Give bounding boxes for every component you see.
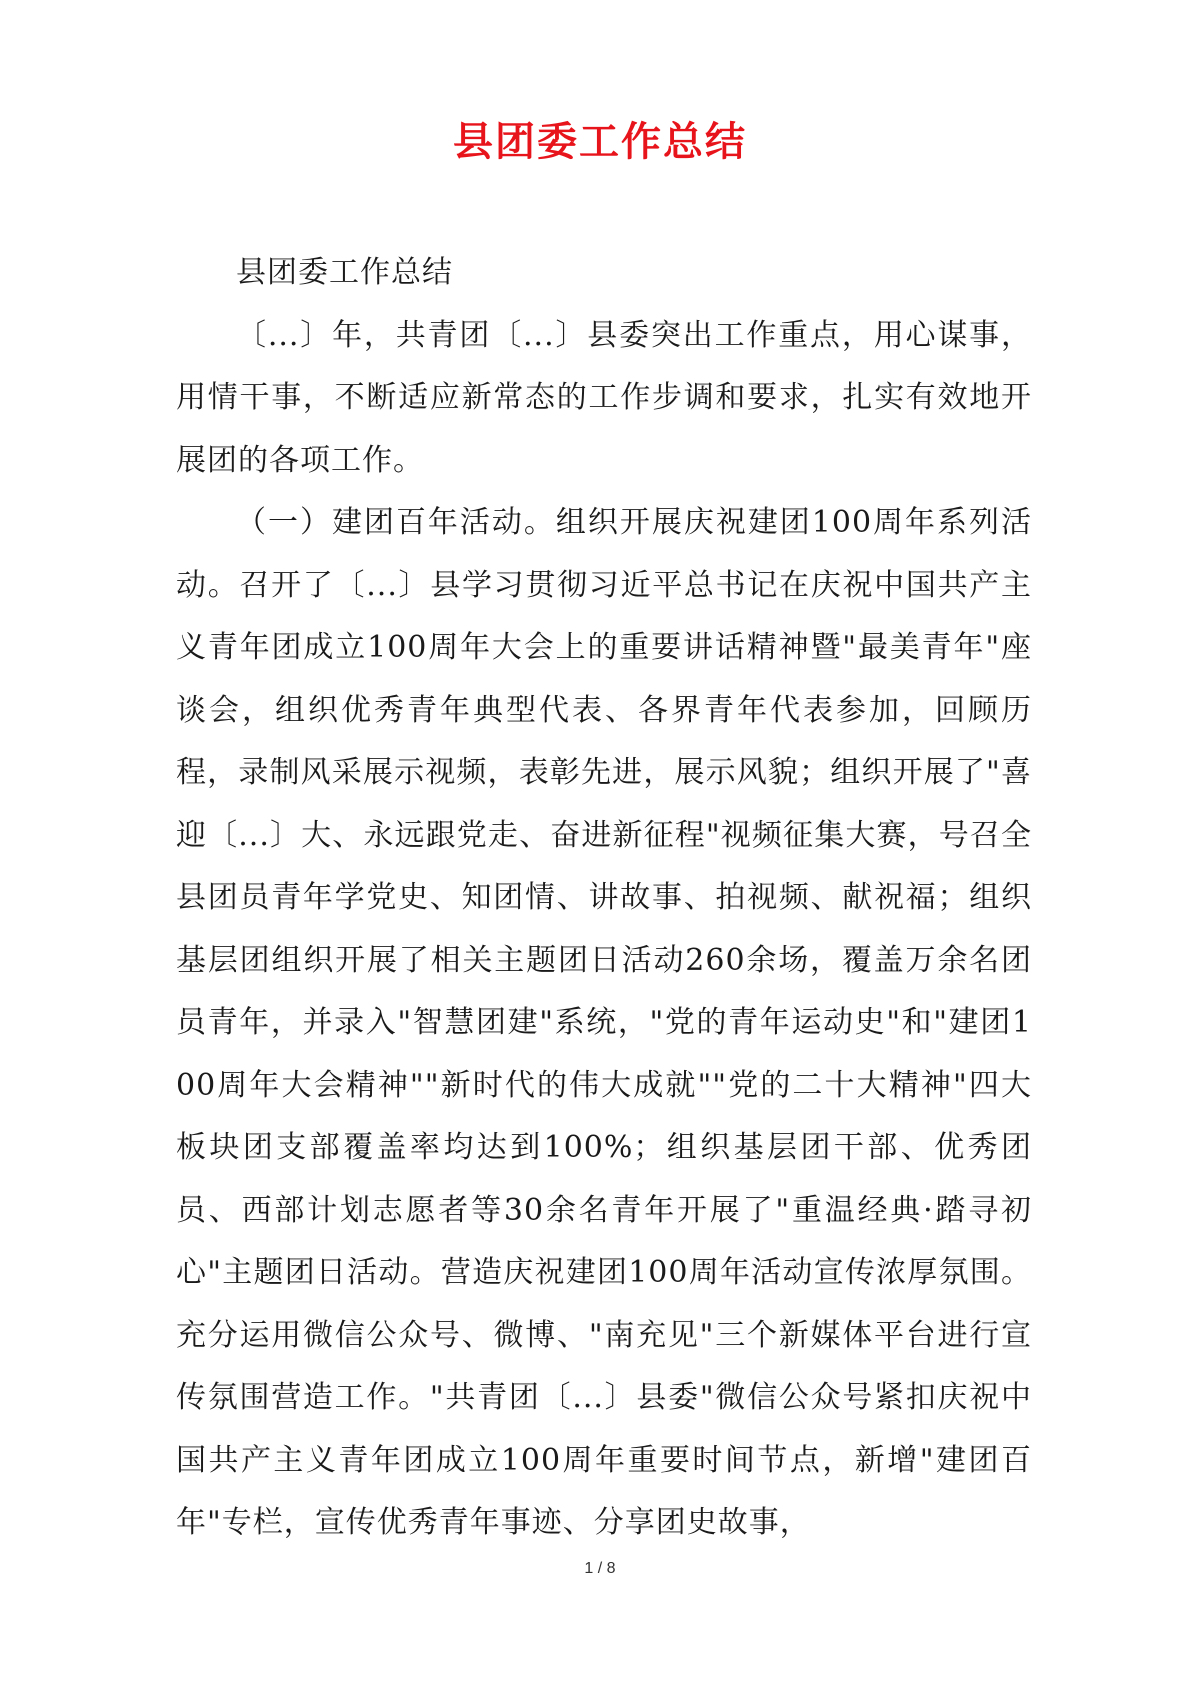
document-body [176,242,1032,1555]
document-title: 县团委工作总结 [453,118,747,165]
page-number: 1 / 8 [584,1560,616,1577]
paragraph: 县团委工作总结 [236,255,453,290]
paragraph: 〔...〕年，共青团〔...〕县委突出工作重点，用心谋事，用情干事，不断适应新常态的工作步调和要求，扎实有效地开展团的各项工作。 [176,317,1032,478]
paragraph: （一）建团百年活动。组织开展庆祝建团100周年系列活动。召开了〔...〕县学习贯彻习近平总书记在庆祝中国共产主义青年团成立100周年大会上的重要讲话精神暨"最美青年"座谈会，组织优秀青年典型代表、各界青年代表参加，回顾历程，录制风采展示视频，表彰先进，展示风貌；组织开展了"喜迎〔...〕大、永远跟党走、奋进新征程"视频征集大赛，号召全县团员青年学党史、知团情、讲故事、拍视频、献祝福；组织基层团组织开展了相关主题团日活动260余场，覆盖万余名团员青年，并录入"智慧团建"系统，"党的青年运动史"和"建团100周年大会精神""新时代的伟大成就""党的二十大精神"四大板块团支部覆盖率均达到100%；组织基层团干部、优秀团员、西部计划志愿者等30余名青年开展了"重温经典·踏寻初心"主题团日活动。营造庆祝建团100周年活动宣传浓厚氛围。充分运用微信公众号、微博、"南充见"三个新媒体平台进行宣传氛围营造工作。"共青团〔...〕县委"微信公众号紧扣庆祝中国共产主义青年团成立100周年重要时间节点，新增"建团百年"专栏，宣传优秀青年事迹、分享团史故事， [176,505,1032,1540]
